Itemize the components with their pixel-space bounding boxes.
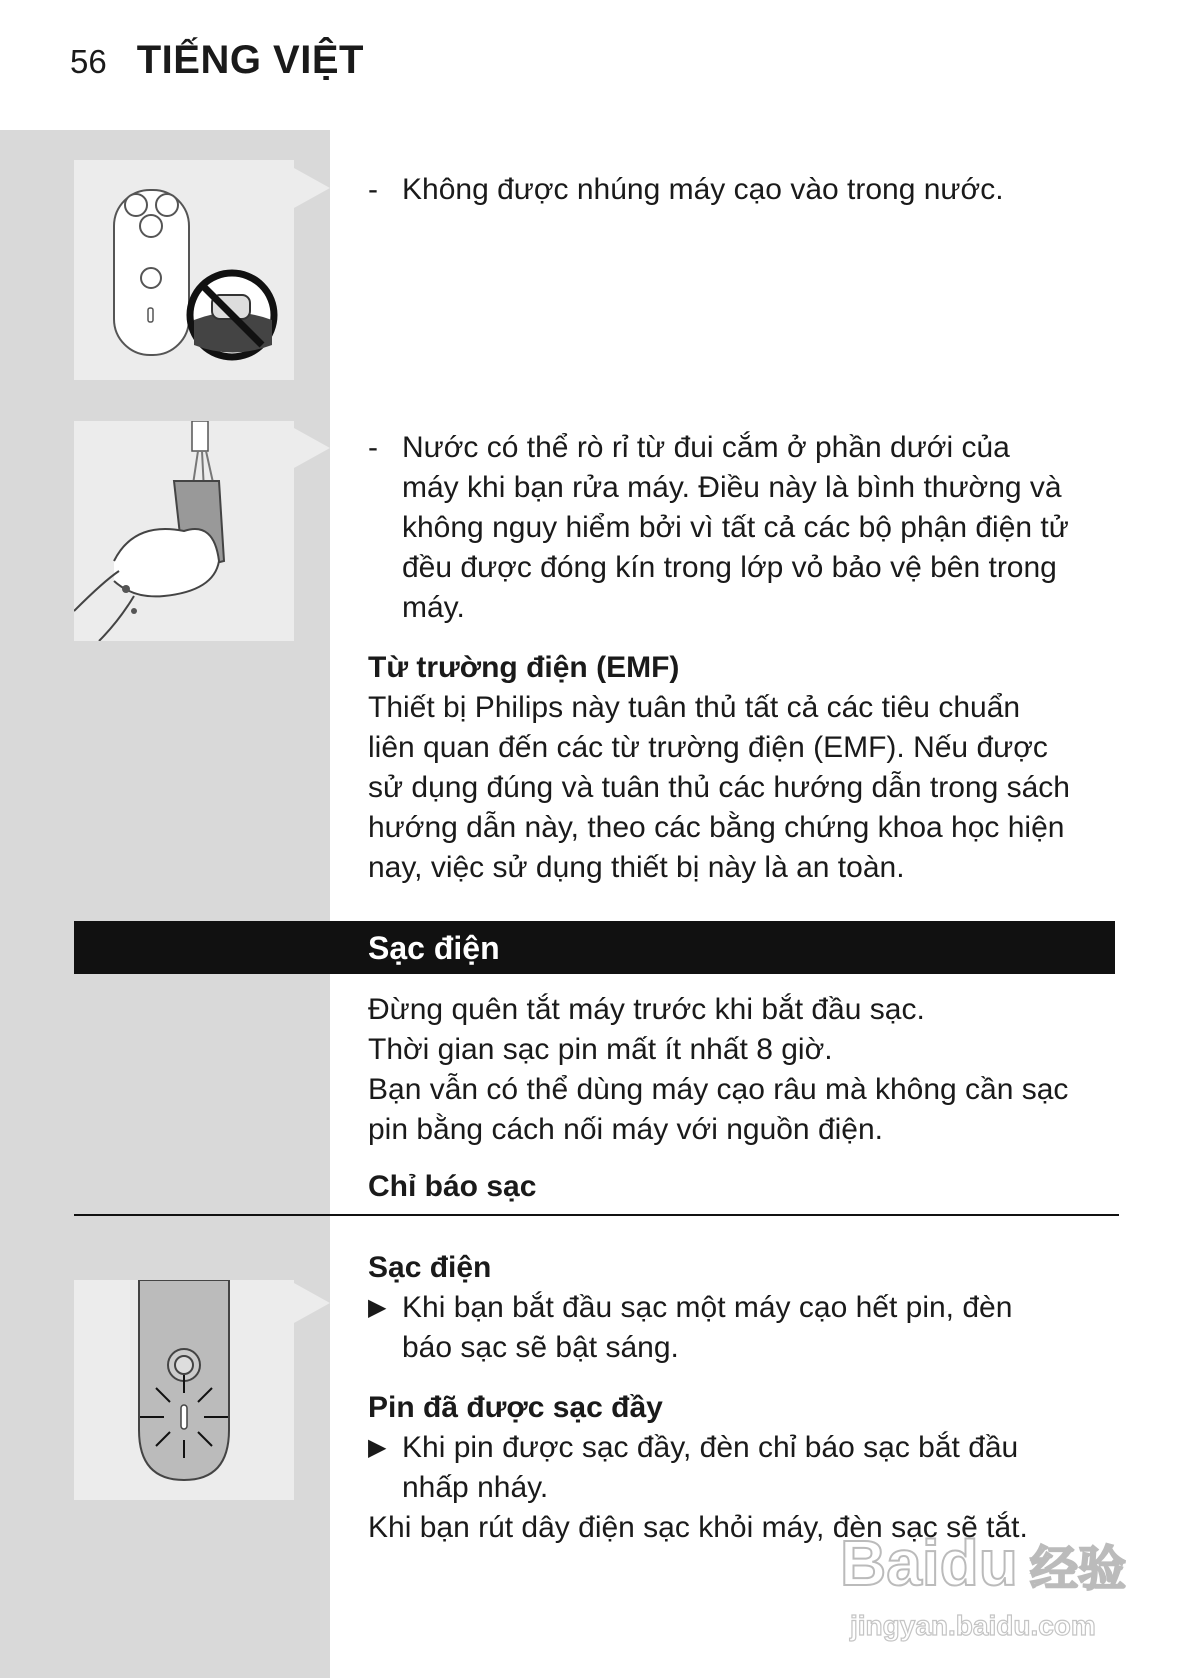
page-number: 56: [70, 43, 107, 80]
indicator-heading: Chỉ báo sạc: [368, 1170, 537, 1203]
text-line: Nước có thể rò rỉ từ đui cắm ở phần dưới của: [402, 431, 1010, 464]
text-line: hướng dẫn này, theo các bằng chứng khoa học hiện: [368, 811, 1065, 844]
emf-heading: Từ trường điện (EMF): [368, 651, 680, 684]
text-line: đều được đóng kín trong lớp vỏ bảo vệ bên trong: [402, 551, 1057, 584]
bullet-item: [402, 1428, 1122, 1508]
unplug-note: Khi bạn rút dây điện sạc khỏi máy, đèn sạc sẽ tắt.: [368, 1511, 1028, 1544]
charging-heading: Sạc điện: [368, 1251, 492, 1284]
list-item: Không được nhúng máy cạo vào trong nước.: [402, 173, 1004, 206]
emf-paragraph: [368, 688, 1128, 888]
triangle-bullet-icon: ▶: [368, 1434, 387, 1461]
text-line: báo sạc sẽ bật sáng.: [402, 1331, 679, 1364]
bullet-item: [402, 1288, 1122, 1368]
text-line: không nguy hiểm bởi vì tất cả các bộ phận điện tử: [402, 511, 1069, 544]
text-line: Khi bạn bắt đầu sạc một máy cạo hết pin, đèn: [402, 1291, 1013, 1324]
text-line: máy khi bạn rửa máy. Điều này là bình thường và: [402, 471, 1062, 504]
text-line: liên quan đến các từ trường điện (EMF). Nếu được: [368, 731, 1048, 764]
watermark-brand: Baidu: [840, 1527, 1018, 1599]
image-pointer: [294, 1283, 330, 1323]
watermark-label: 经验: [1030, 1541, 1127, 1597]
no-water-illustration: [74, 160, 294, 380]
image-pointer: [294, 428, 330, 468]
text-line: Đừng quên tắt máy trước khi bắt đầu sạc.: [368, 993, 925, 1026]
page-title: TIẾNG VIỆT: [136, 38, 364, 82]
section-title: Sạc điện: [368, 930, 500, 966]
list-item: [402, 428, 1122, 628]
charging-light-illustration: [74, 1280, 294, 1500]
section-rule: [74, 1214, 1119, 1216]
full-heading: Pin đã được sạc đầy: [368, 1391, 663, 1424]
section-bar: [74, 921, 1115, 974]
watermark-url: jingyan.baidu.com: [850, 1610, 1096, 1641]
text-line: pin bằng cách nối máy với nguồn điện.: [368, 1113, 884, 1146]
page-header: [70, 38, 364, 98]
image-pointer: [294, 168, 330, 208]
text-line: Thiết bị Philips này tuân thủ tất cả các tiêu chuẩn: [368, 691, 1021, 724]
text-line: nay, việc sử dụng thiết bị này là an toàn.: [368, 851, 905, 884]
rinsing-illustration: [74, 421, 294, 641]
text-line: Thời gian sạc pin mất ít nhất 8 giờ.: [368, 1033, 833, 1066]
text-line: nhấp nháy.: [402, 1471, 549, 1504]
charging-intro: [368, 990, 1128, 1150]
text-line: Khi pin được sạc đầy, đèn chỉ báo sạc bắt đầu: [402, 1431, 1019, 1464]
baidu-watermark: [840, 1515, 1130, 1655]
dash-bullet: -: [368, 173, 378, 206]
text-line: máy.: [402, 591, 465, 624]
text-line: sử dụng đúng và tuân thủ các hướng dẫn trong sách: [368, 771, 1070, 804]
triangle-bullet-icon: ▶: [368, 1294, 387, 1321]
text-line: Bạn vẫn có thể dùng máy cạo râu mà không cần sạc: [368, 1073, 1069, 1106]
dash-bullet: -: [368, 431, 378, 464]
